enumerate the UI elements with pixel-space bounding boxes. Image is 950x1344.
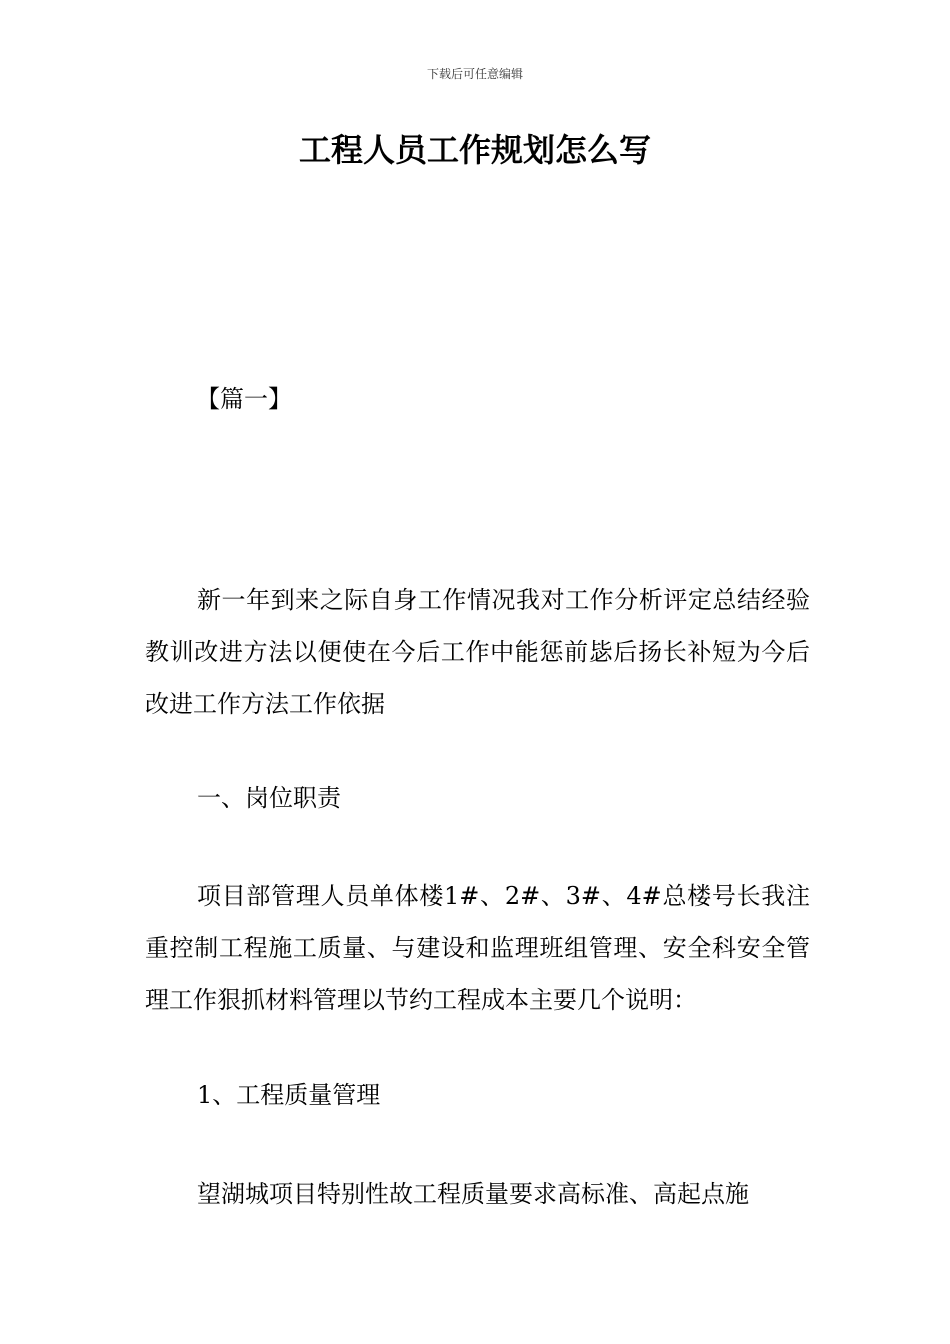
document-title: 工程人员工作规划怎么写: [298, 131, 651, 169]
paragraph-intro: 新一年到来之际自身工作情况我对工作分析评定总结经验教训改进方法以便使在今后工作中能惩前毖后扬长补短为今后改进工作方法工作依据: [145, 586, 810, 718]
header-note: 下载后可任意编辑: [426, 67, 523, 81]
heading-quality-management: 1、工程质量管理: [197, 1081, 381, 1109]
section-marker: 【篇一】: [196, 385, 292, 413]
heading-job-duties: 一、岗位职责: [197, 784, 341, 812]
paragraph-duties: 项目部管理人员单体楼1#、2#、3#、4#总楼号长我注重控制工程施工质量、与建设和监理班组管理、安全科安全管理工作狠抓材料管理以节约工程成本主要几个说明：: [145, 882, 810, 1014]
paragraph-quality: 望湖城项目特别性故工程质量要求高标准、高起点施: [197, 1180, 749, 1208]
